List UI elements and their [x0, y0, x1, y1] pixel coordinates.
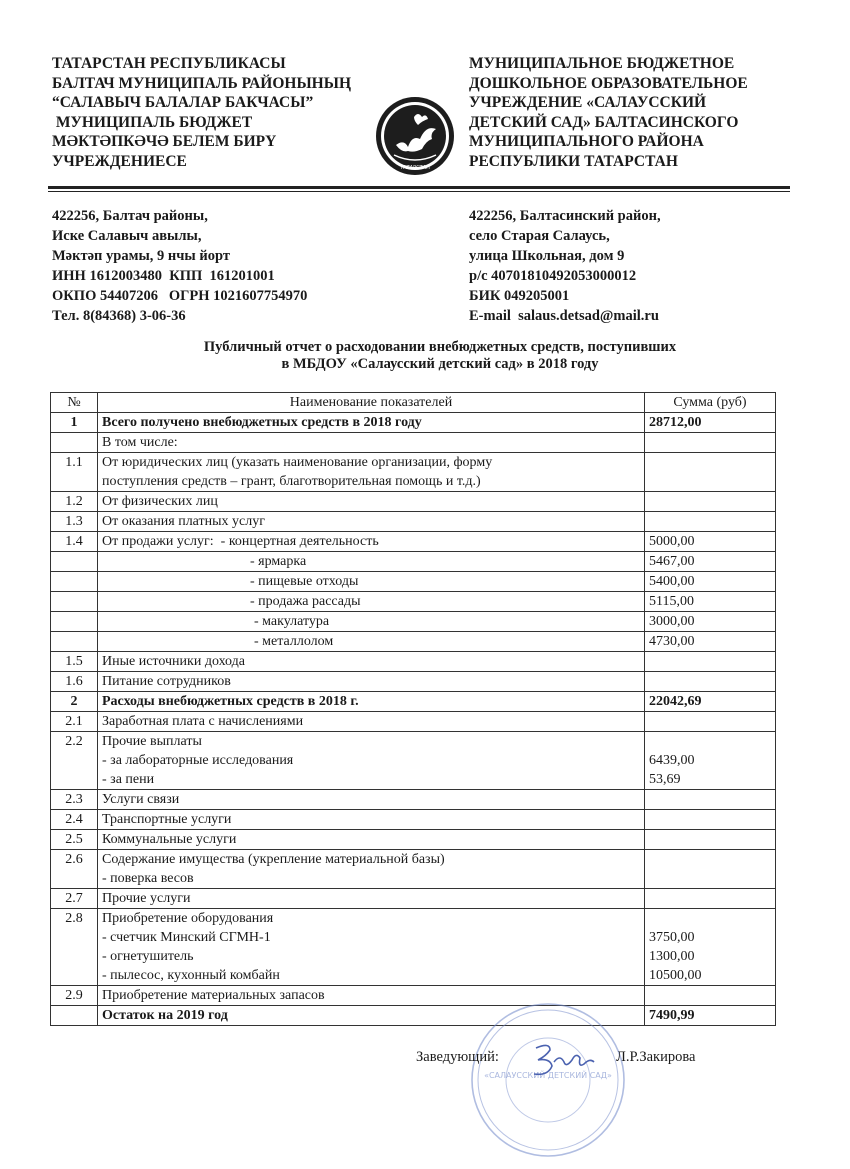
row-name-line: Приобретение оборудования [102, 911, 274, 926]
table-row [51, 672, 776, 692]
table-row [51, 889, 776, 909]
row-sum [645, 909, 776, 986]
row-sum: 5400,00 [645, 572, 776, 592]
address-right-line: р/с 40701810492053000012 [469, 268, 637, 284]
row-name-line: Прочие выплаты [102, 734, 202, 749]
table-row [51, 453, 776, 492]
row-name-line: - за пени [102, 772, 155, 787]
row-name: От оказания платных услуг [98, 512, 645, 532]
row-sum: 4730,00 [645, 632, 776, 652]
row-name: Приобретение материальных запасов [98, 986, 645, 1006]
row-number [51, 632, 98, 652]
header-left-line: МӘКТӘПКӘЧӘ БЕЛЕМ БИРҮ [52, 133, 277, 150]
table-row [51, 413, 776, 433]
row-sum: 5000,00 [645, 532, 776, 552]
row-sum: 28712,00 [645, 413, 776, 433]
table-row [51, 790, 776, 810]
header-cell-name: Наименование показателей [98, 393, 645, 413]
row-number: 1.4 [51, 532, 98, 552]
row-sum-line: 53,69 [649, 772, 681, 787]
row-name-line: поступления средств – грант, благотворительная помощь и т.д.) [102, 474, 481, 489]
row-number [51, 433, 98, 453]
header-left-line: “САЛАВЫЧ БАЛАЛАР БАКЧАСЫ” [52, 94, 314, 111]
table-header-row [51, 393, 776, 413]
table-row [51, 612, 776, 632]
header-left-block [52, 54, 372, 171]
tatarstan-emblem-icon [374, 95, 456, 177]
row-sum: 3000,00 [645, 612, 776, 632]
header-right-line: ДЕТСКИЙ САД» БАЛТАСИНСКОГО [469, 113, 739, 131]
row-sum [645, 732, 776, 790]
table-row [51, 652, 776, 672]
row-name: Транспортные услуги [98, 810, 645, 830]
table-row [51, 532, 776, 552]
table-row [51, 572, 776, 592]
row-name: - пищевые отходы [98, 572, 645, 592]
table-row [51, 712, 776, 732]
row-sum [645, 790, 776, 810]
address-left-line: ОКПО 54407206 ОГРН 1021607754970 [52, 288, 308, 304]
row-name: Питание сотрудников [98, 672, 645, 692]
row-number: 2.4 [51, 810, 98, 830]
row-sum [645, 830, 776, 850]
header-left-line: БАЛТАЧ МУНИЦИПАЛЬ РАЙОНЫНЫҢ [52, 74, 351, 92]
table-row [51, 986, 776, 1006]
row-sum [645, 433, 776, 453]
row-sum [645, 652, 776, 672]
row-number [51, 592, 98, 612]
address-left-line: Иске Салавыч авылы, [52, 228, 202, 244]
table-row [51, 909, 776, 986]
row-number: 1 [51, 413, 98, 433]
row-sum-line: 1300,00 [649, 949, 695, 964]
row-sum [645, 712, 776, 732]
round-stamp-icon [468, 1000, 628, 1160]
table-row [51, 592, 776, 612]
row-number: 2 [51, 692, 98, 712]
row-number [51, 552, 98, 572]
row-name: - продажа рассады [98, 592, 645, 612]
address-right-block [469, 206, 809, 326]
row-name-line: Содержание имущества (укрепление материальной базы) [102, 852, 445, 867]
row-name: Коммунальные услуги [98, 830, 645, 850]
table-row [51, 492, 776, 512]
address-left-line: ИНН 1612003480 КПП 161201001 [52, 268, 275, 284]
row-sum-line: 10500,00 [649, 968, 702, 983]
row-number: 2.8 [51, 909, 98, 986]
row-number [51, 572, 98, 592]
row-number: 1.2 [51, 492, 98, 512]
row-number: 1.1 [51, 453, 98, 492]
address-left-line: Тел. 8(84368) 3-06-36 [52, 308, 186, 324]
header-left-line: МУНИЦИПАЛЬ БЮДЖЕТ [52, 113, 253, 131]
address-right-line: 422256, Балтасинский район, [469, 208, 661, 224]
header-right-line: РЕСПУБЛИКИ ТАТАРСТАН [469, 152, 678, 170]
row-name: Услуги связи [98, 790, 645, 810]
address-left-line: Мәктәп урамы, 9 нчы йорт [52, 248, 230, 264]
table-row [51, 732, 776, 790]
address-right-line: E-mail salaus.detsad@mail.ru [469, 308, 659, 324]
row-name: - металлолом [98, 632, 645, 652]
row-sum [645, 850, 776, 889]
row-number [51, 1006, 98, 1026]
row-number: 1.6 [51, 672, 98, 692]
row-sum-line: 3750,00 [649, 930, 695, 945]
header-right-line: ДОШКОЛЬНОЕ ОБРАЗОВАТЕЛЬНОЕ [469, 74, 748, 92]
table-row [51, 552, 776, 572]
row-sum-line: 6439,00 [649, 753, 695, 768]
row-sum: 5115,00 [645, 592, 776, 612]
row-name-line: От юридических лиц (указать наименование организации, форму [102, 455, 493, 470]
address-left-block [52, 206, 412, 326]
row-name [98, 909, 645, 986]
row-sum [645, 453, 776, 492]
row-sum: 7490,99 [645, 1006, 776, 1026]
signature-position: Заведующий: [416, 1049, 499, 1065]
emblem-label: ТАТАРСТАН [400, 165, 430, 171]
row-sum [645, 492, 776, 512]
row-name: От физических лиц [98, 492, 645, 512]
row-name [98, 850, 645, 889]
address-right-line: улица Школьная, дом 9 [469, 248, 625, 264]
report-title-line2: в МБДОУ «Салаусский детский сад» в 2018 году [281, 356, 599, 372]
row-sum [645, 512, 776, 532]
stamp-label: «САЛАУССКИЙ ДЕТСКИЙ САД» [484, 1071, 612, 1080]
header-left-line: УЧРЕЖДЕНИЕСЕ [52, 152, 187, 170]
row-name [98, 453, 645, 492]
row-name: Заработная плата с начислениями [98, 712, 645, 732]
header-left-line: ТАТАРСТАН РЕСПУБЛИКАСЫ [52, 55, 286, 72]
row-number [51, 612, 98, 632]
table-row [51, 632, 776, 652]
row-name-line: - счетчик Минский СГМН-1 [102, 930, 271, 945]
signature-name: Л.Р.Закирова [616, 1049, 696, 1065]
row-number: 2.6 [51, 850, 98, 889]
address-left-line: 422256, Балтач районы, [52, 208, 208, 224]
row-name-line: - огнетушитель [102, 949, 194, 964]
row-sum [645, 810, 776, 830]
row-name-line: - за лабораторные исследования [102, 753, 294, 768]
table-row [51, 692, 776, 712]
row-name: - макулатура [98, 612, 645, 632]
header-right-line: УЧРЕЖДЕНИЕ «САЛАУССКИЙ [469, 94, 707, 111]
row-number: 2.3 [51, 790, 98, 810]
header-divider-thick [48, 186, 790, 189]
row-sum [645, 889, 776, 909]
handwritten-signature-icon [528, 1040, 598, 1080]
header-right-line: МУНИЦИПАЛЬНОГО РАЙОНА [469, 133, 704, 150]
row-sum: 5467,00 [645, 552, 776, 572]
header-divider-thin [48, 191, 790, 192]
row-number: 1.3 [51, 512, 98, 532]
table-row [51, 512, 776, 532]
row-number: 2.5 [51, 830, 98, 850]
row-name-line: - пылесос, кухонный комбайн [102, 968, 280, 983]
report-title-line1: Публичный отчет о расходовании внебюджетных средств, поступивших [203, 339, 677, 355]
report-table [50, 392, 776, 1026]
row-name: Расходы внебюджетных средств в 2018 г. [98, 692, 645, 712]
report-title [110, 339, 770, 373]
row-name: В том числе: [98, 433, 645, 453]
row-name [98, 732, 645, 790]
row-name: От продажи услуг: - концертная деятельность [98, 532, 645, 552]
row-number: 2.9 [51, 986, 98, 1006]
row-name: Иные источники дохода [98, 652, 645, 672]
row-name: Прочие услуги [98, 889, 645, 909]
table-row [51, 1006, 776, 1026]
row-sum: 22042,69 [645, 692, 776, 712]
table-row [51, 810, 776, 830]
table-row [51, 433, 776, 453]
row-sum [645, 672, 776, 692]
row-number: 1.5 [51, 652, 98, 672]
row-sum [645, 986, 776, 1006]
address-right-line: БИК 049205001 [469, 288, 570, 304]
table-row [51, 850, 776, 889]
row-name-line: - поверка весов [102, 871, 194, 886]
header-cell-number: № [51, 393, 98, 413]
row-number: 2.7 [51, 889, 98, 909]
row-number: 2.1 [51, 712, 98, 732]
row-number: 2.2 [51, 732, 98, 790]
header-cell-sum: Сумма (руб) [645, 393, 776, 413]
row-name: Всего получено внебюджетных средств в 2018 году [98, 413, 645, 433]
row-name: Остаток на 2019 год [98, 1006, 645, 1026]
address-right-line: село Старая Салаусь, [469, 228, 610, 244]
header-right-block [469, 54, 809, 171]
row-name: - ярмарка [98, 552, 645, 572]
table-row [51, 830, 776, 850]
header-right-line: МУНИЦИПАЛЬНОЕ БЮДЖЕТНОЕ [469, 55, 735, 72]
